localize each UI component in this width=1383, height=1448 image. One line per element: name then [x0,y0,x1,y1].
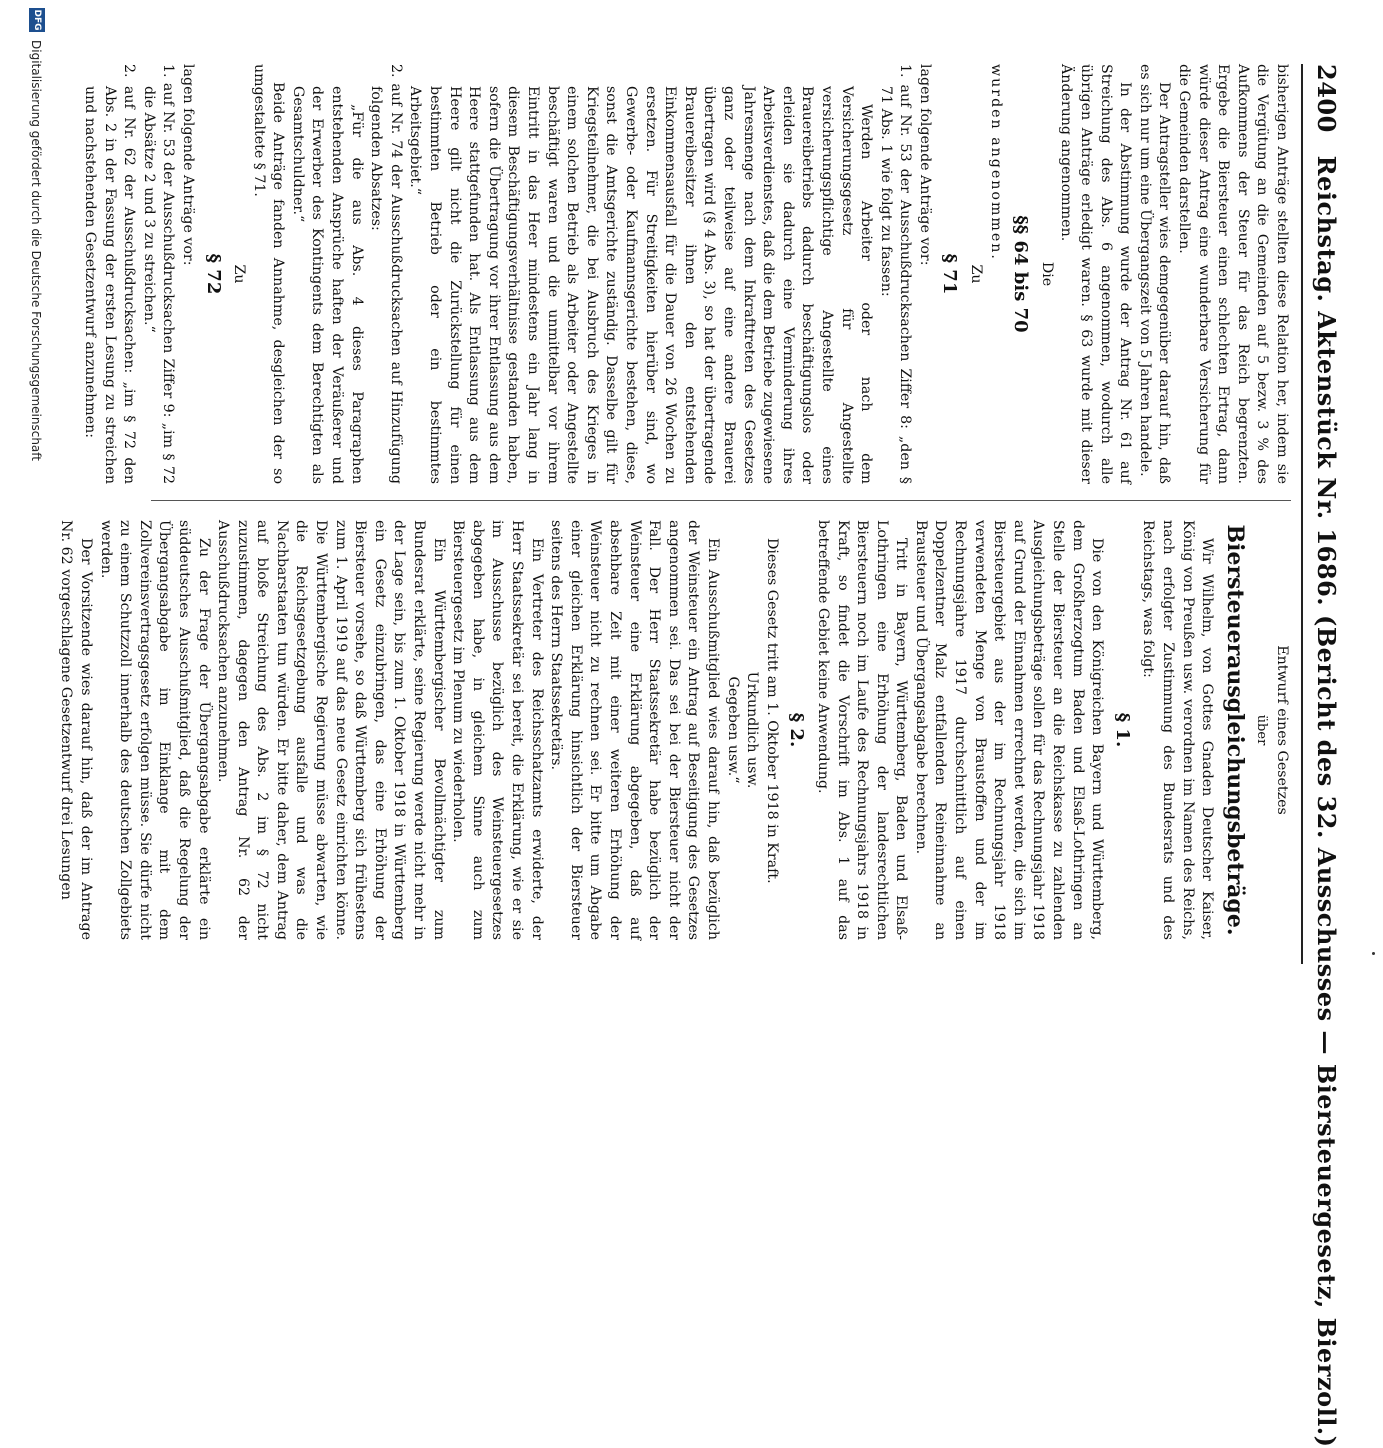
paragraph: Dieses Gesetz tritt am 1. Oktober 1918 in Kraft. [763,538,780,884]
closing-line: Gegeben usw.“ [724,676,741,784]
scan-speck [1372,952,1375,955]
left-column [79,64,1291,484]
page-number: 2400 [1312,64,1341,133]
section-heading: § 72 [202,253,224,295]
paragraph: Beide Anträge fanden Annahme, desgleichen der so umgestaltete § 71. [250,64,287,484]
section-zu: Zu [231,264,248,284]
right-column [56,520,1291,940]
header-title: Reichstag. Aktenstück Nr. 1686. (Bericht des 32. Ausschusses — Biersteuergesetz, Bierzoll.) [1312,155,1341,1448]
dfg-logo: DFG [29,8,45,32]
list-item: 2. auf Nr. 74 der Ausschußdrucksachen auf Hinzufügung folgenden Absatzes: [368,64,404,484]
quoted-text: Werden Arbeiter oder nach dem Versicherungsgesetz für Angestellte versicherungspflichtige Angestellte eines Brauereibetriebs dadurch beschäftigungslos oder erleiden sie dadurch eine Verminderung ihres Arbeitsverdienstes, daß die dem Betriebe zugewiesene Jahresmenge nach dem Inkrafttreten des Gesetzes ganz oder teilweise auf eine andere Brauerei übertragen wird (§ 4 Abs. 3), so hat der übertragende Brauereibesitzer ihnen den entstehenden Einkommensausfall für die Dauer von 26 Wochen zu ersetzen. Für Streitigkeiten hierüber sind, wo Gewerbe- oder Kaufmannsgerichte bestehen, diese, sonst die Amtsgerichte zuständig. Dasselbe gilt für Kriegsteilnehmer, die bei Ausbruch des Krieges in einem solchen Betrieb als Arbeiter oder Angestellte beschäftigt waren und die unmittelbar vor ihrem Eintritt in das Heer mindestens ein Jahr lang in diesem Beschäftigungsverhältnisse gestanden haben, sofern die Übertragung vor ihrer Entlassung aus dem Heere stattgefunden hat. Als Entlassung aus dem Heere gilt nicht die Zurückstellung für einen bestimmten Betrieb oder ein bestimmtes Arbeitsgebiet.“ [407,86,875,484]
paragraph: Wir Wilhelm, von Gottes Gnaden Deutscher Kaiser, König von Preußen usw. verordnen im Namen des Reichs, nach erfolgter Zustimmung des Bundesrats und des Reichstags, was folgt: [1140,520,1216,940]
section-heading: §§ 64 bis 70 [1010,215,1032,333]
column-rule [151,500,1291,501]
list-item: 1. auf Nr. 53 der Ausschußdrucksachen Ziffer 9: „im § 72 die Absätze 2 und 3 zu streichen.“ [140,64,177,484]
paragraph: Tritt in Bayern, Württemberg, Baden und Elsaß-Lothringen eine Erhöhung der landesrechtlichen Biersteuern noch im Laufe des Rechnungsjahrs 1918 in Kraft, so findet die Vorschrift im Abs. 1 auf das betreffende Gebiet keine Anwendung. [814,520,910,940]
paragraph: wurden angenommen. [987,64,1004,261]
paragraph: lagen folgende Anträge vor: [916,64,933,266]
section-heading: § 2. [786,712,808,748]
draft-ueber: über [1254,714,1270,746]
paragraph: lagen folgende Anträge vor: [179,64,196,266]
paragraph: In der Abstimmung wurde der Antrag Nr. 61 auf Streichung des Abs. 6 angenommen, wodurch alle übrigen Anträge erledigt waren. § 63 wurde mit dieser Änderung angenommen. [1058,64,1134,484]
paragraph: Zu der Frage der Übergangsabgabe erklärte ein süddeutsches Ausschußmitglied, daß die Regelung der Übergangsabgabe im Einklange mit dem Zollvereinsvertragsgesetz erfolgen müsse. Sie dürfe nicht zu einem Schutzzoll innerhalb des deutschen Zollgebiets werden. [97,520,212,940]
paragraph: Ein Ausschußmitglied wies darauf hin, daß bezüglich der Weinsteuer ein Antrag auf Beseitigung des Gesetzes angenommen sei. Das sei bei der Biersteuer nicht der Fall. Der Herr Staatssekretär habe bezüglich der Weinsteuer eine Erklärung abgegeben, daß auf absehbare Zeit mit einer weiteren Erhöhung der Weinsteuer nicht zu rechnen sei. Er bitte um Abgabe einer gleichen Erklärung hinsichtlich der Biersteuer seitens des Herrn Staatssekretärs. [548,520,721,940]
list-item: 2. auf Nr. 62 der Ausschußdrucksachen: „im § 72 den Abs. 2 in der Fassung der ersten Lesung zu streichen und nachstehenden Gesetzentwurf anzunehmen: [81,64,138,484]
header-rule [1301,64,1303,964]
paragraph: bisherigen Anträge stellten diese Relation her, indem sie die Vergütung an die Gemeinden auf 5 bezw. 3 % des Aufkommens der Steuer für das Reich begrenzten. Ergebe die Biersteuer einen schlechten Ertrag, dann würde dieser Antrag eine wunderbare Versicherung für die Gemeinden darstellen. [1176,64,1290,484]
paragraph: Ein Württembergischer Bevollmächtigter zum Bundesrat erklärte, seine Regierung werde nicht mehr in der Lage sein, bis zum 1. Oktober 1918 in Württemberg ein Gesetz einzubringen, das eine Erhöhung der Biersteuer vorsehe, so daß Württemberg sich frühestens zum 1. April 1919 auf das neue Gesetz einrichten könne. Die Württembergische Regierung müsse abwarten, wie die Reichsgesetzgebung ausfalle und was die Nachbarstaaten tun würden. Er bitte daher, dem Antrag auf bloße Streichung des Abs. 2 im § 72 nicht zuzustimmen, dagegen den Antrag Nr. 62 der Ausschußdrucksachen anzunehmen. [215,520,447,940]
paragraph: Die von den Königreichen Bayern und Württemberg, dem Großherzogtum Baden und Elsaß-Lothringen an Stelle der Biersteuer an die Reichskasse zu zahlenden Ausgleichungsbeträge sollen für das Rechnungsjahr 1918 auf Grund der Einnahmen errechnet werden, die sich im Biersteuergebiet aus der im Rechnungsjahr 1918 verwendeten Menge von Braustoffen und der im Rechnungsjahre 1917 durchschnittlich auf einen Doppelzentner Malz entfallenden Reineinnahme an Brausteuer und Übergangsabgabe berechnen. [912,520,1106,940]
paragraph: Ein Vertreter des Reichsschatzamts erwiderte, der Herr Staatssekretär sei bereit, die Erklärung, wie er sie im Ausschusse bezüglich des Weinsteuergesetzes abgegeben habe, in gleichem Sinne auch zum Biersteuergesetz im Plenum zu wiederholen. [450,520,545,940]
paragraph: Der Vorsitzende wies darauf hin, daß der im Antrage Nr. 62 vorgeschlagene Gesetzentwurf drei Lesungen [58,520,94,940]
quoted-text: „Für die aus Abs. 4 dieses Paragraphen entstehenden Ansprüche haften der Veräußerer und der Erwerber des Kontingents dem Berechtigten als Gesamtschuldner.“ [289,86,365,484]
running-header [1307,64,1341,1448]
section-heading: § 1. [1111,712,1133,748]
paragraph: Der Antragsteller wies demgegenüber darauf hin, daß es sich nur um eine Übergangszeit von 5 Jahren handele. [1136,64,1173,484]
list-item: 1. auf Nr. 53 der Ausschußdrucksachen Ziffer 8: „den § 71 Abs. 1 wie folgt zu fassen: [877,64,914,484]
closing-line: Urkundlich usw. [744,671,761,789]
section-zu: Zu [968,264,985,284]
section-heading: § 71 [939,253,961,295]
draft-heading: Entwurf eines Gesetzes [1274,645,1290,815]
draft-title: Biersteuerausgleichungsbeträge. [1221,524,1248,936]
section-die: Die [1038,261,1055,287]
digitization-note: Digitalisierung gefördert durch die Deutsche Forschungsgemeinschaft [29,40,43,462]
